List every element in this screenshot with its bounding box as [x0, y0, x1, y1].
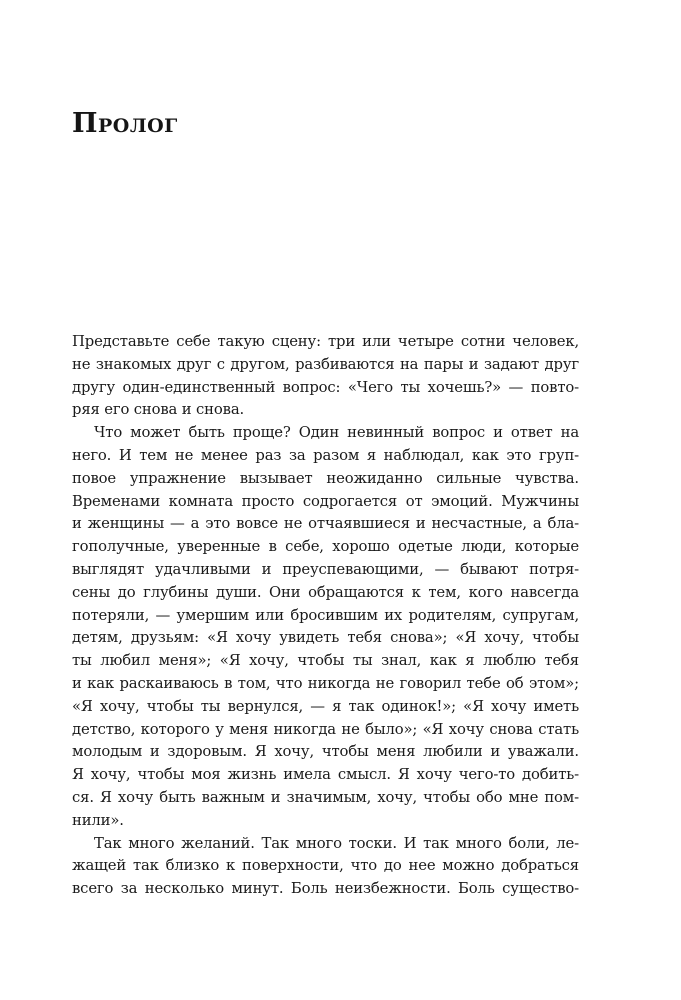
text-line: ты любил меня»; «Я хочу, чтобы ты знал, как я люблю тебя: [72, 652, 579, 670]
text-line: молодым и здоровым. Я хочу, чтобы меня любили и уважали.: [72, 743, 579, 761]
text-line: другу один-единственный вопрос: «Чего ты хочешь?» — повто-: [72, 378, 579, 396]
text-line: выглядят удачливыми и преуспевающими, — бывают потря-: [72, 560, 579, 578]
text-line: детям, друзьям: «Я хочу увидеть тебя снова»; «Я хочу, чтобы: [72, 629, 579, 647]
text-line: повое упражнение вызывает неожиданно сильные чувства.: [72, 469, 579, 487]
text-line: потеряли, — умершим или бросившим их родителям, супругам,: [72, 606, 579, 624]
text-line: ряя его снова и снова.: [72, 401, 245, 419]
text-line: всего за несколько минут. Боль неизбежности. Боль существо-: [72, 880, 579, 898]
text-line: не знакомых друг с другом, разбиваются на пары и задают друг: [72, 355, 579, 373]
body-text: [72, 331, 579, 901]
text-line: Временами комната просто содрогается от эмоций. Мужчины: [72, 492, 579, 510]
text-line: нили».: [72, 811, 124, 829]
text-line: Я хочу, чтобы моя жизнь имела смысл. Я хочу чего-то добить-: [72, 766, 579, 784]
text-line: и как раскаиваюсь в том, что никогда не говорил тебе об этом»;: [72, 674, 579, 692]
text-line: него. И тем не менее раз за разом я наблюдал, как это груп-: [72, 446, 579, 464]
text-line: «Я хочу, чтобы ты вернулся, — я так одинок!»; «Я хочу иметь: [72, 697, 579, 715]
text-line: и женщины — а это вовсе не отчаявшиеся и несчастные, а бла-: [72, 515, 579, 533]
text-line: жащей так близко к поверхности, что до нее можно добраться: [72, 857, 579, 875]
text-line: ся. Я хочу быть важным и значимым, хочу, чтобы обо мне пом-: [72, 788, 579, 806]
text-line: гополучные, уверенные в себе, хорошо одетые люди, которые: [72, 538, 579, 556]
paragraph: [72, 331, 579, 422]
text-line: сены до глубины души. Они обращаются к тем, кого навсегда: [72, 583, 579, 601]
chapter-heading: Пролог: [72, 108, 178, 139]
text-line: Так много желаний. Так много тоски. И так много боли, ле-: [94, 834, 579, 852]
paragraph: [72, 422, 579, 832]
text-line: Представьте себе такую сцену: три или четыре сотни человек,: [72, 333, 579, 350]
text-line: Что может быть проще? Один невинный вопрос и ответ на: [94, 424, 579, 442]
text-line: детство, которого у меня никогда не было»; «Я хочу снова стать: [72, 720, 579, 738]
paragraph: [72, 833, 579, 901]
